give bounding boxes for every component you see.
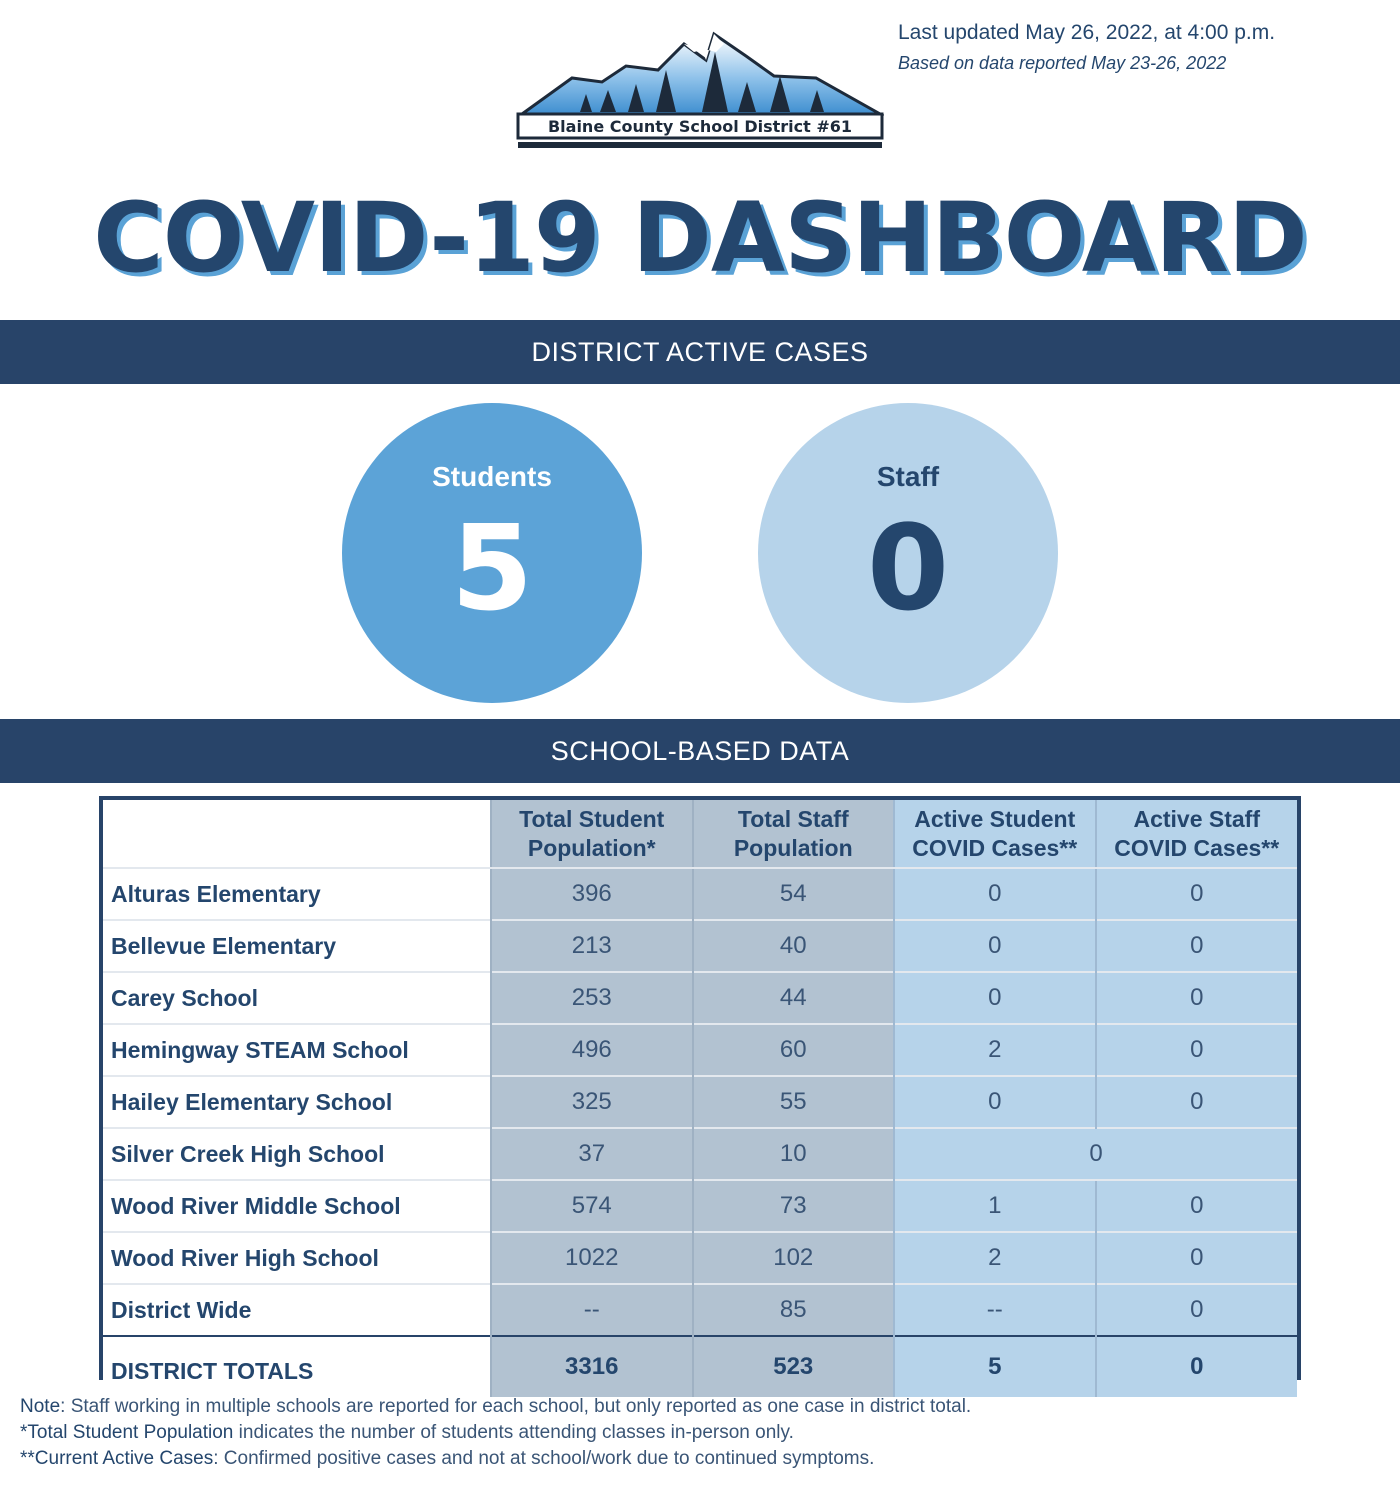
- staff-cases-circle: [758, 403, 1058, 703]
- data-range: Based on data reported May 23-26, 2022: [898, 53, 1227, 73]
- totals-label: DISTRICT TOTALS: [103, 1336, 491, 1397]
- student-population-cell: 37: [491, 1128, 693, 1180]
- staff-population-cell: 10: [693, 1128, 895, 1180]
- note-text: : Staff working in multiple schools are reported for each school, but only reported as one case in district total.: [60, 1396, 972, 1417]
- combined-cases-cell: 0: [894, 1128, 1297, 1180]
- note-line: [20, 1420, 1390, 1446]
- last-updated: Last updated May 26, 2022, at 4:00 p.m.: [898, 21, 1276, 44]
- note-line: [20, 1446, 1390, 1472]
- note-label: **Current Active Cases: [20, 1448, 214, 1469]
- student-cases-cell: 2: [894, 1232, 1096, 1284]
- table-header-row: [103, 800, 1297, 868]
- school-name: Silver Creek High School: [103, 1128, 491, 1180]
- school-name: Wood River High School: [103, 1232, 491, 1284]
- table-row: [103, 920, 1297, 972]
- staff-population-cell: 55: [693, 1076, 895, 1128]
- student-cases-cell: --: [894, 1284, 1096, 1336]
- school-data-table: [99, 796, 1301, 1384]
- staff-population-cell: 44: [693, 972, 895, 1024]
- note-label: *Total Student Population: [20, 1422, 234, 1443]
- header-student-population: Total Student Population*: [491, 800, 693, 868]
- note-text: : Confirmed positive cases and not at school/work due to continued symptoms.: [213, 1448, 875, 1469]
- table-row: [103, 1284, 1297, 1336]
- staff-population-cell: 102: [693, 1232, 895, 1284]
- students-label: Students: [432, 461, 552, 492]
- student-cases-cell: 1: [894, 1180, 1096, 1232]
- staff-population-cell: 85: [693, 1284, 895, 1336]
- school-name: Alturas Elementary: [103, 868, 491, 920]
- student-population-cell: 213: [491, 920, 693, 972]
- table-row: [103, 1076, 1297, 1128]
- staff-cases-cell: 0: [1096, 1076, 1298, 1128]
- header-blank: [103, 800, 491, 868]
- staff-population-cell: 54: [693, 868, 895, 920]
- school-name: Hailey Elementary School: [103, 1076, 491, 1128]
- district-logo: [516, 30, 884, 152]
- student-population-cell: --: [491, 1284, 693, 1336]
- table-row: [103, 1024, 1297, 1076]
- student-population-cell: 496: [491, 1024, 693, 1076]
- student-population-cell: 396: [491, 868, 693, 920]
- staff-count: 0: [866, 499, 950, 637]
- last-updated-block: [898, 18, 1378, 78]
- students-count: 5: [450, 499, 534, 637]
- table-row: [103, 1128, 1297, 1180]
- footnotes: [20, 1394, 1390, 1472]
- school-based-data-heading: SCHOOL-BASED DATA: [0, 719, 1400, 783]
- school-name: Bellevue Elementary: [103, 920, 491, 972]
- staff-label: Staff: [876, 461, 940, 492]
- page-title: COVID-19 DASHBOARD: [93, 182, 1307, 294]
- total-staff-population: 523: [693, 1336, 895, 1397]
- staff-cases-cell: 0: [1096, 920, 1298, 972]
- note-line: [20, 1394, 1390, 1420]
- logo-text: Blaine County School District #61: [547, 117, 853, 136]
- school-name: Carey School: [103, 972, 491, 1024]
- header-staff-population: Total Staff Population: [693, 800, 895, 868]
- header-staff-cases: Active Staff COVID Cases**: [1096, 800, 1298, 868]
- total-student-population: 3316: [491, 1336, 693, 1397]
- note-text: indicates the number of students attending classes in-person only.: [233, 1422, 794, 1443]
- school-name: Hemingway STEAM School: [103, 1024, 491, 1076]
- staff-cases-cell: 0: [1096, 1284, 1298, 1336]
- staff-population-cell: 73: [693, 1180, 895, 1232]
- student-population-cell: 253: [491, 972, 693, 1024]
- staff-cases-cell: 0: [1096, 972, 1298, 1024]
- school-name: Wood River Middle School: [103, 1180, 491, 1232]
- table-row: [103, 972, 1297, 1024]
- student-population-cell: 574: [491, 1180, 693, 1232]
- student-cases-cell: 0: [894, 1076, 1096, 1128]
- student-population-cell: 1022: [491, 1232, 693, 1284]
- total-staff-cases: 0: [1096, 1336, 1298, 1397]
- student-cases-cell: 2: [894, 1024, 1096, 1076]
- note-label: Note: [20, 1396, 61, 1417]
- staff-cases-cell: 0: [1096, 1024, 1298, 1076]
- total-student-cases: 5: [894, 1336, 1096, 1397]
- student-population-cell: 325: [491, 1076, 693, 1128]
- staff-population-cell: 40: [693, 920, 895, 972]
- student-cases-cell: 0: [894, 868, 1096, 920]
- staff-cases-cell: 0: [1096, 868, 1298, 920]
- staff-population-cell: 60: [693, 1024, 895, 1076]
- table-row: [103, 1232, 1297, 1284]
- student-cases-cell: 0: [894, 972, 1096, 1024]
- district-active-cases-heading: DISTRICT ACTIVE CASES: [0, 320, 1400, 384]
- student-cases-cell: 0: [894, 920, 1096, 972]
- staff-cases-cell: 0: [1096, 1180, 1298, 1232]
- staff-cases-cell: 0: [1096, 1232, 1298, 1284]
- students-cases-circle: [342, 403, 642, 703]
- table-row: [103, 868, 1297, 920]
- totals-row: [103, 1336, 1297, 1397]
- header-student-cases: Active Student COVID Cases**: [894, 800, 1096, 868]
- table-row: [103, 1180, 1297, 1232]
- school-name: District Wide: [103, 1284, 491, 1336]
